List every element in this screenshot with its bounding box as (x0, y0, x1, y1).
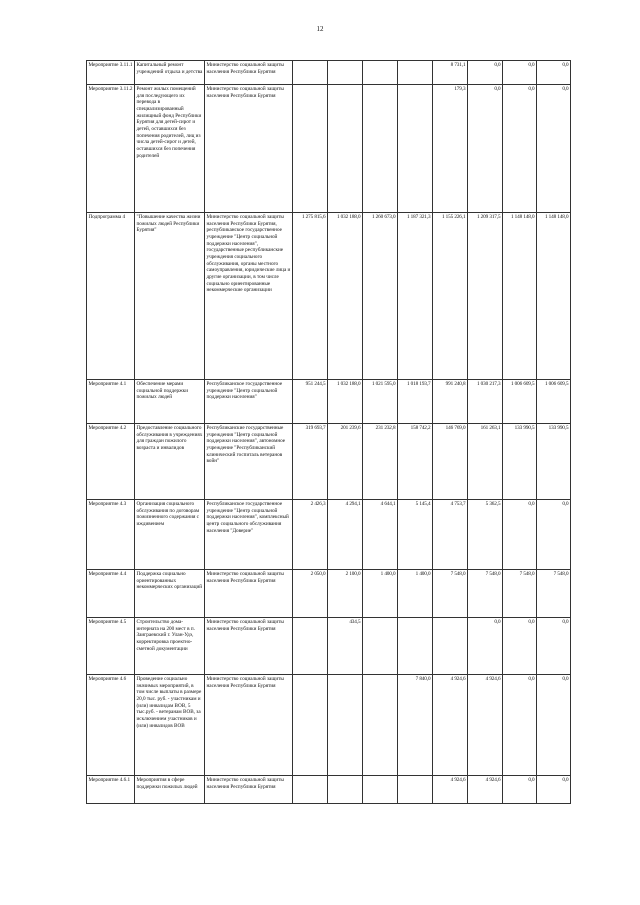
row-code-cell: Мероприятие 4.4 (87, 570, 135, 618)
row-code-cell: Мероприятие 4.2 (87, 424, 135, 500)
row-value-cell: 0,0 (537, 675, 571, 776)
row-value-cell: 2 426,3 (293, 500, 328, 570)
row-value-cell: 201 239,6 (328, 424, 363, 500)
row-value-cell: 0,0 (468, 61, 503, 85)
row-value-cell (293, 776, 328, 804)
row-value-cell: 319 693,7 (293, 424, 328, 500)
row-value-cell: 4 924,6 (468, 675, 503, 776)
row-value-cell: 7 840,0 (398, 675, 433, 776)
row-executor-cell: Республиканское государственное учреждение "Центр социальной поддержки населения" (205, 380, 293, 424)
row-executor-cell: Министерство социальной защиты населения Республики Бурятия (205, 61, 293, 85)
row-value-cell: 231 232,8 (363, 424, 398, 500)
table-row (87, 776, 571, 804)
row-value-cell: 1 006 609,5 (537, 380, 571, 424)
table-row (87, 85, 571, 213)
row-value-cell (363, 675, 398, 776)
row-value-cell: 7 548,0 (433, 570, 468, 618)
table-row (87, 675, 571, 776)
row-value-cell: 1 260 673,0 (363, 213, 398, 380)
row-value-cell: 133 990,5 (503, 424, 537, 500)
row-value-cell: 4 924,6 (433, 776, 468, 804)
row-executor-cell: Министерство социальной защиты населения Республики Бурятия (205, 618, 293, 675)
row-value-cell: 179,3 (433, 85, 468, 213)
budget-table (86, 60, 571, 804)
row-value-cell (293, 61, 328, 85)
row-name-cell: Строительство дома-интерната на 200 мест в п. Заиграевский г. Улан-Удэ, корректировка проектно-сметной документации (135, 618, 205, 675)
row-value-cell: 146 769,0 (433, 424, 468, 500)
row-value-cell (363, 61, 398, 85)
row-value-cell: 434,5 (328, 618, 363, 675)
row-value-cell: 0,0 (503, 675, 537, 776)
table-body (87, 61, 571, 804)
row-executor-cell: Министерство социальной защиты населения Республики Бурятия, республиканское государственное учреждение "Центр социальной поддержки населения", государственные республиканские учреждения социального обслуживания, органы местного самоуправления, юридические лица и другие организации, в том числе социально ориентированные некоммерческие организации (205, 213, 293, 380)
row-code-cell: Мероприятие 4.1 (87, 380, 135, 424)
row-value-cell: 1 021 595,0 (363, 380, 398, 424)
row-value-cell (398, 776, 433, 804)
table-row (87, 424, 571, 500)
row-value-cell: 2 100,0 (328, 570, 363, 618)
row-code-cell: Мероприятие 4.5 (87, 618, 135, 675)
row-name-cell: Ремонт жилых помещений для последующего их перевода в специализированный жилищный фонд Республики Бурятия для детей-сирот и детей, оставшихся без попечения родителей, лиц из числа детей-сирот и детей, оставшихся без попечения родителей (135, 85, 205, 213)
row-value-cell: 4 294,1 (328, 500, 363, 570)
row-value-cell: 4 644,1 (363, 500, 398, 570)
row-executor-cell: Республиканское государственное учреждение "Центр социальной поддержки населения", комплексный центр социального обслуживания населения "Доверие" (205, 500, 293, 570)
row-value-cell: 1 209 317,5 (468, 213, 503, 380)
row-value-cell: 0,0 (537, 85, 571, 213)
row-value-cell: 1 018 193,7 (398, 380, 433, 424)
row-name-cell: Проведение социально значимых мероприятий, в том числе выплаты в размере 20,0 тыс. руб. - участникам и (или) инвалидам ВОВ, 5 тыс.руб. - ветеранам ВОВ, за исключением участников и (или) инвалидов ВОВ (135, 675, 205, 776)
row-value-cell: 158 742,2 (398, 424, 433, 500)
row-name-cell: Предоставление социального обслуживания в учреждениях для граждан пожилого возраста и инвалидов (135, 424, 205, 500)
row-value-cell: 1 006 609,5 (503, 380, 537, 424)
row-value-cell: 1 187 321,3 (398, 213, 433, 380)
row-value-cell (398, 85, 433, 213)
row-executor-cell: Министерство социальной защиты населения Республики Бурятия (205, 85, 293, 213)
row-value-cell: 7 548,0 (537, 570, 571, 618)
table-row (87, 618, 571, 675)
table-row (87, 570, 571, 618)
row-value-cell (398, 61, 433, 85)
row-value-cell: 1 032 188,0 (328, 213, 363, 380)
row-code-cell: Подпрограмма 4 (87, 213, 135, 380)
row-value-cell: 2 050,0 (293, 570, 328, 618)
row-executor-cell: Министерство социальной защиты населения Республики Бурятия (205, 776, 293, 804)
row-value-cell: 951 244,5 (293, 380, 328, 424)
row-executor-cell: Министерство социальной защиты населения Республики Бурятия (205, 570, 293, 618)
row-name-cell: Обеспечение мерами социальной поддержки пожилых людей (135, 380, 205, 424)
row-value-cell: 0,0 (537, 500, 571, 570)
table-row (87, 61, 571, 85)
row-value-cell (293, 85, 328, 213)
row-value-cell: 1 148 148,0 (503, 213, 537, 380)
row-value-cell: 0,0 (503, 61, 537, 85)
row-value-cell (363, 85, 398, 213)
row-code-cell: Мероприятие 3.11.2 (87, 85, 135, 213)
row-value-cell (328, 776, 363, 804)
row-code-cell: Мероприятие 3.11.1 (87, 61, 135, 85)
row-value-cell: 1 155 226,1 (433, 213, 468, 380)
row-value-cell: 1 030 217,3 (468, 380, 503, 424)
row-value-cell (328, 675, 363, 776)
row-value-cell: 0,0 (537, 776, 571, 804)
row-value-cell (328, 61, 363, 85)
row-value-cell: 0,0 (503, 500, 537, 570)
row-value-cell: 1 275 815,6 (293, 213, 328, 380)
row-value-cell (363, 618, 398, 675)
row-value-cell: 1 400,0 (363, 570, 398, 618)
row-value-cell: 991 240,8 (433, 380, 468, 424)
row-value-cell: 161 263,1 (468, 424, 503, 500)
row-value-cell: 4 753,7 (433, 500, 468, 570)
row-value-cell: 1 032 188,0 (328, 380, 363, 424)
row-value-cell: 0,0 (503, 776, 537, 804)
row-value-cell: 7 548,0 (468, 570, 503, 618)
table-row (87, 380, 571, 424)
row-executor-cell: Республиканские государственные учреждения "Центр социальной поддержки населения", автономное учреждение "Республиканский клинический госпиталь ветеранов войн" (205, 424, 293, 500)
row-name-cell: Мероприятия в сфере поддержки пожилых людей (135, 776, 205, 804)
row-code-cell: Мероприятие 4.6.1 (87, 776, 135, 804)
row-value-cell: 0,0 (537, 618, 571, 675)
row-value-cell: 4 924,6 (433, 675, 468, 776)
table-row (87, 500, 571, 570)
row-value-cell: 133 990,5 (537, 424, 571, 500)
row-value-cell (433, 618, 468, 675)
row-value-cell (293, 618, 328, 675)
row-value-cell: 4 924,6 (468, 776, 503, 804)
row-value-cell: 0,0 (503, 618, 537, 675)
page-number: 12 (316, 25, 324, 33)
row-value-cell: 0,0 (468, 618, 503, 675)
row-name-cell: Поддержка социально ориентированных некоммерческих организаций (135, 570, 205, 618)
table-row (87, 213, 571, 380)
row-code-cell: Мероприятие 4.6 (87, 675, 135, 776)
row-value-cell (398, 618, 433, 675)
row-value-cell: 1 400,0 (398, 570, 433, 618)
row-value-cell (293, 675, 328, 776)
row-executor-cell: Министерство социальной защиты населения Республики Бурятия (205, 675, 293, 776)
row-value-cell (328, 85, 363, 213)
row-value-cell: 7 548,0 (503, 570, 537, 618)
row-value-cell: 1 148 148,0 (537, 213, 571, 380)
row-value-cell: 0,0 (537, 61, 571, 85)
row-code-cell: Мероприятие 4.3 (87, 500, 135, 570)
row-value-cell: 0,0 (503, 85, 537, 213)
row-value-cell (363, 776, 398, 804)
row-name-cell: Организация социального обслуживания по договорам пожизненного содержания с иждивением (135, 500, 205, 570)
row-value-cell: 8 731,1 (433, 61, 468, 85)
row-name-cell: Капитальный ремонт учреждений отдыха и детства (135, 61, 205, 85)
row-value-cell: 5 145,4 (398, 500, 433, 570)
row-name-cell: "Повышение качества жизни пожилых людей Республики Бурятия" (135, 213, 205, 380)
row-value-cell: 5 362,5 (468, 500, 503, 570)
row-value-cell: 0,0 (468, 85, 503, 213)
